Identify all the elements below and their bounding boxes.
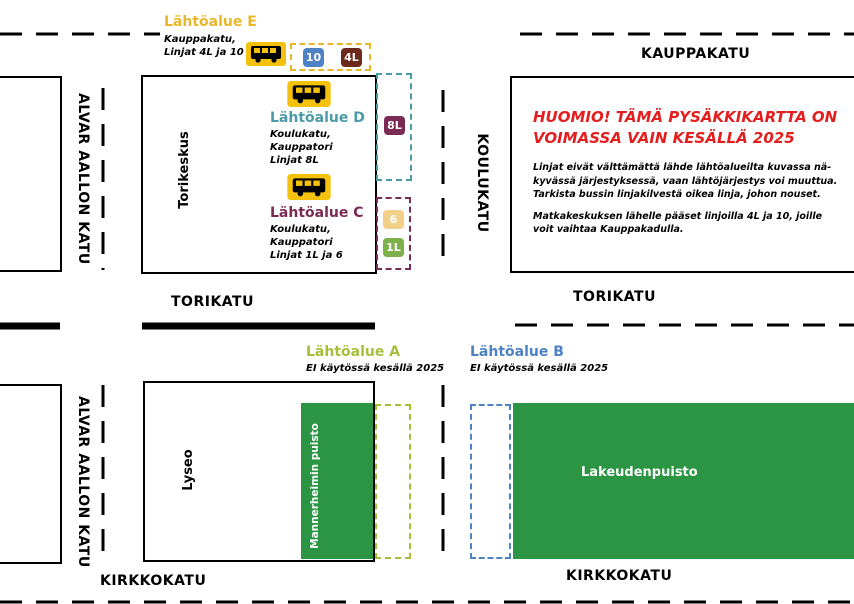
- street-torikatu-right: TORIKATU: [573, 289, 656, 305]
- area-e-title: Lähtöalue E: [164, 14, 257, 30]
- notice-p1-line3: Tarkista bussin linjakilvestä oikea linja, johon nouset.: [533, 189, 821, 200]
- notice-p1-line2: kyvässä järjestyksessä, vaan lähtöjärjestys voi muuttua.: [533, 175, 838, 187]
- line-8l-badge: 8L: [384, 116, 405, 135]
- stop-area-c-box: [376, 197, 411, 270]
- building-lyseo: Lyseo: [181, 449, 196, 491]
- building-torikeskus: Torikeskus: [177, 131, 192, 209]
- notice-title-line2: VOIMASSA VAIN KESÄLLÄ 2025: [533, 129, 795, 147]
- area-b-title: Lähtöalue B: [470, 344, 564, 360]
- line-4l-badge: 4L: [341, 48, 362, 67]
- street-koulukatu: KOULUKATU: [474, 133, 490, 233]
- area-d-sub1: Koulukatu,: [270, 129, 331, 140]
- notice-title-line1: HUOMIO! TÄMÄ PYSÄKKIKARTTA ON: [533, 108, 838, 126]
- area-a-title: Lähtöalue A: [306, 344, 401, 360]
- line-1l-badge: 1L: [383, 238, 404, 257]
- area-d-title: Lähtöalue D: [270, 110, 365, 126]
- bus-icon: [246, 42, 286, 66]
- block-bottom-left: [0, 384, 62, 564]
- area-d-sub2: Kauppatori: [270, 142, 333, 153]
- notice-p1-line1: Linjat eivät välttämättä lähde lähtöalueilta kuvassa nä-: [533, 162, 832, 173]
- bus-icon: [287, 174, 331, 200]
- stop-area-a-box: [375, 404, 411, 559]
- block-top-left: [0, 76, 62, 272]
- area-e-sub2: Linjat 4L ja 10: [164, 47, 244, 58]
- park-lakeuden-label: Lakeudenpuisto: [581, 465, 698, 480]
- area-d-sub3: Linjat 8L: [270, 155, 319, 166]
- area-c-sub1: Koulukatu,: [270, 224, 331, 235]
- street-torikatu-left: TORIKATU: [171, 294, 254, 310]
- notice-panel: [533, 107, 843, 237]
- area-c-sub3: Linjat 1L ja 6: [270, 250, 343, 261]
- area-e-sub1: Kauppakatu,: [164, 34, 236, 45]
- area-b-sub: EI käytössä kesällä 2025: [470, 363, 609, 374]
- bus-icon: [287, 81, 331, 107]
- park-mannerheimin-label: Mannerheimin puisto: [309, 423, 321, 549]
- street-kirkkokatu-right: KIRKKOKATU: [566, 568, 673, 584]
- street-kirkkokatu-left: KIRKKOKATU: [100, 573, 207, 589]
- area-c-sub2: Kauppatori: [270, 237, 333, 248]
- line-6-badge: 6: [383, 210, 404, 229]
- street-alvar-bottom: ALVAR AALLON KATU: [75, 396, 91, 568]
- notice-p2-line2: voit vaihtaa Kauppakadulla.: [533, 224, 684, 235]
- lakeuden-park: [513, 403, 854, 559]
- notice-p2-line1: Matkakeskuksen lähelle pääset linjoilla 4L ja 10, joille: [533, 210, 823, 222]
- street-alvar-top: ALVAR AALLON KATU: [75, 93, 91, 265]
- street-kauppakatu: KAUPPAKATU: [641, 46, 751, 62]
- line-10-badge: 10: [303, 48, 324, 67]
- stop-area-b-box: [470, 404, 511, 559]
- area-a-sub: EI käytössä kesällä 2025: [306, 363, 445, 374]
- area-c-title: Lähtöalue C: [270, 205, 364, 221]
